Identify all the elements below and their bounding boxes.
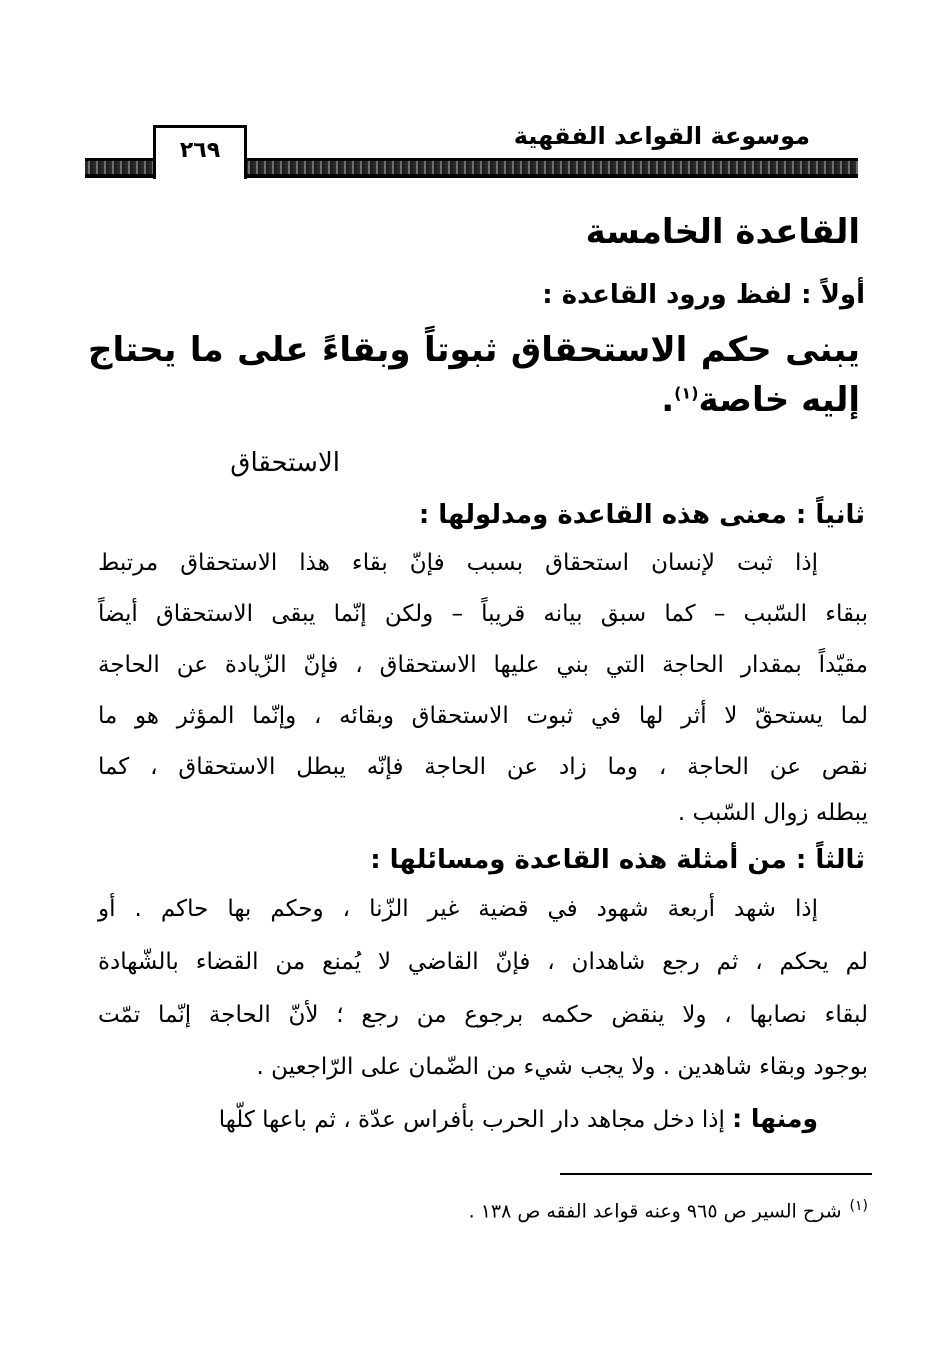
section-title: القاعدة الخامسة: [585, 212, 860, 252]
word-label: الاستحقاق: [230, 448, 340, 478]
example-line: لم يحكم ، ثم رجع شاهدان ، فإنّ القاضي لا يُمنع من القضاء بالشّهادة: [98, 949, 868, 975]
footnote-number: (١): [849, 1198, 868, 1214]
rule-text-line-2-body: إليه خاصة: [698, 380, 860, 420]
page-number: ٢٦٩: [179, 138, 221, 163]
meaning-line: إذا ثبت لإنسان استحقاق بسبب فإنّ بقاء هذا الاستحقاق مرتبط: [98, 550, 818, 576]
meaning-line: نقص عن الحاجة ، وما زاد عن الحاجة فإنّه يبطل الاستحقاق ، كما: [98, 754, 868, 780]
footnote-separator: [560, 1173, 872, 1175]
heading-rule-meaning: ثانياً : معنى هذه القاعدة ومدلولها :: [418, 500, 865, 530]
rule-text-end: .: [661, 380, 675, 420]
running-header-title: موسوعة القواعد الفقهية: [513, 122, 810, 150]
example-lead: ومنها :: [732, 1104, 818, 1133]
meaning-line: يبطله زوال السّبب .: [677, 800, 868, 826]
meaning-line: مقيّداً بمقدار الحاجة التي بني عليها الاستحقاق ، فإنّ الزّيادة عن الحاجة: [98, 652, 868, 678]
example-line: لبقاء نصابها ، ولا ينقض حكمه برجوع من رجع ؛ لأنّ الحاجة إنّما تمّت: [98, 1002, 868, 1028]
footnote-reference[interactable]: (١): [674, 383, 699, 403]
meaning-line: ببقاء السّبب – كما سبق بيانه قريباً – ولكن إنّما يبقى الاستحقاق أيضاً: [98, 601, 868, 627]
meaning-line: لما يستحقّ لا أثر لها في ثبوت الاستحقاق وبقائه ، وإنّما المؤثر هو ما: [98, 703, 868, 729]
rule-text-line-2: [661, 380, 860, 420]
page-number-box: [153, 125, 247, 179]
rule-text-line-1: يبنى حكم الاستحقاق ثبوتاً وبقاءً على ما يحتاج: [88, 330, 860, 370]
heading-examples: ثالثاً : من أمثلة هذه القاعدة ومسائلها :: [370, 845, 865, 875]
example-line: إذا شهد أربعة شهود في قضية غير الزّنا ، وحكم بها حاكم . أو: [98, 896, 818, 922]
example-line: بوجود وبقاء شاهدين . ولا يجب شيء من الضّمان على الرّاجعين .: [256, 1054, 868, 1080]
footnote: [469, 1198, 868, 1222]
heading-rule-wording: أولاً : لفظ ورود القاعدة :: [542, 280, 865, 310]
example-rest: إذا دخل مجاهد دار الحرب بأفراس عدّة ، ثم باعها كلّها: [218, 1107, 725, 1133]
footnote-text: شرح السير ص ٩٦٥ وعنه قواعد الفقه ص ١٣٨ .: [468, 1200, 842, 1223]
example-line-next: [219, 1104, 818, 1133]
